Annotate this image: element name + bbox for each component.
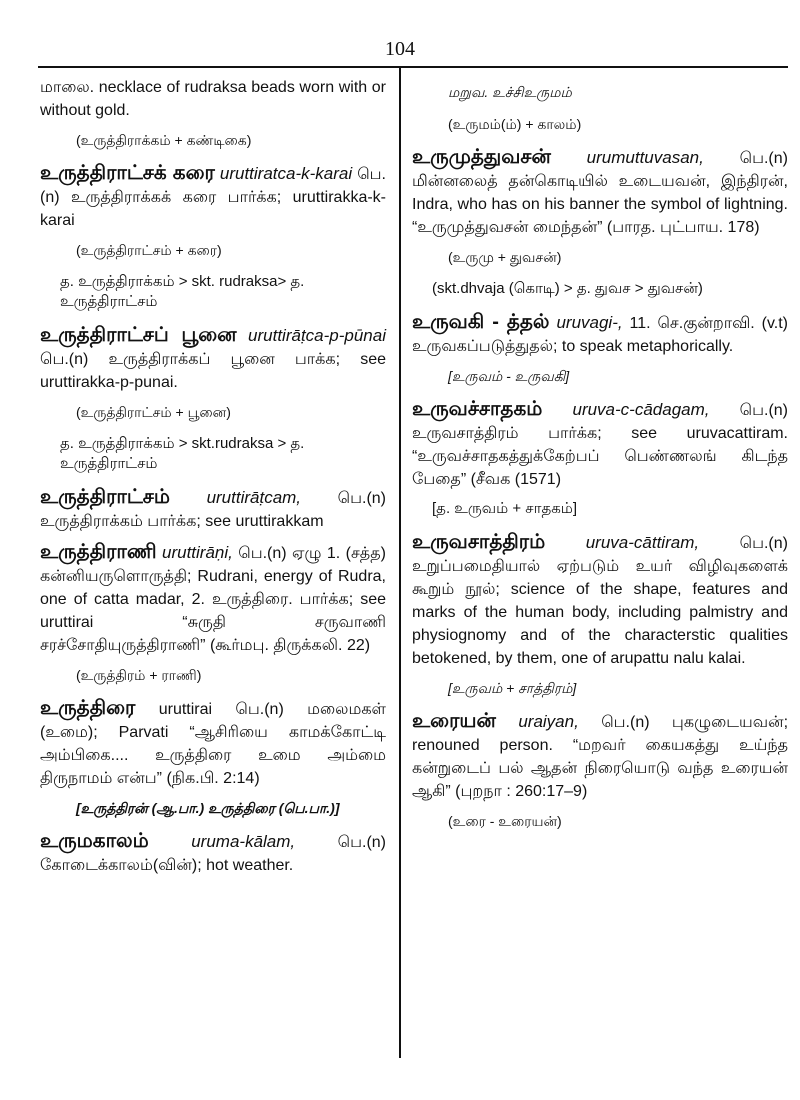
etymology-note: [உருவம் - உருவகி] — [448, 368, 570, 384]
transliteration: uruttiratca-k-karai — [219, 164, 353, 183]
entry-urumuttuvasan — [412, 146, 788, 239]
entry-uruva-cattiram — [412, 531, 788, 670]
transliteration: uraiyan, — [518, 712, 579, 731]
definition: பெ.(n) உருத்திராக்கப் பூனை பாக்க; see uruttirakka-p-punai. — [40, 351, 386, 391]
left-column — [40, 76, 386, 885]
entry-continuation — [40, 76, 386, 122]
transliteration: uruma-kālam, — [191, 832, 296, 851]
transliteration: uruvagi-, — [556, 313, 623, 332]
etymology-note: [உருவம் + சாத்திரம்] — [448, 680, 577, 696]
transliteration: uruva-c-cādagam, — [572, 400, 710, 419]
entry-uruttirani — [40, 541, 386, 657]
entry-uruttiratca-k-karai — [40, 162, 386, 232]
entry-uruva-c-cadagam — [412, 398, 788, 491]
page-number: 104 — [385, 38, 415, 60]
entry-uruttirai — [40, 697, 386, 790]
headword: உருவசாத்திரம் — [412, 531, 546, 553]
etymology-note: (உரை - உரையன்) — [448, 813, 562, 829]
headword: உருவச்சாதகம் — [412, 398, 543, 420]
definition: பெ.(n) புகழுடையவன்; renouned person. “மறவர் கையகத்து உய்ந்த கன்றுடைப் பல் ஆதன் நிரையொடு வந்த உரையன் ஆகி” (புறநா : 260:17–9) — [412, 714, 789, 800]
derivation-note: த. உருத்திராக்கம் > skt.rudraksa > த. உருத்திராட்சம் — [60, 435, 305, 472]
definition: பெ.(n) ஏழு 1. (சத்த) கன்னியருளொருத்தி; Rudrani, energy of Rudra, one of catta madar, 2. உருத்திரை. பார்க்க; see uruttirai “சுருதி சருவாணி சரச்சோதியுருத்திராணி” (கூர்மபு. திருக்கலி. 22) — [40, 545, 386, 654]
definition: பெ.(n) உருத்திராக்கக் கரை பார்க்க; uruttirakka-k-karai — [40, 166, 386, 229]
etymology-note: (உருத்திரம் + ராணி) — [76, 667, 202, 683]
entry-uruttiratca-p-punai — [40, 324, 386, 394]
etymology-note: (உருமு + துவசன்) — [448, 249, 562, 265]
etymology-note: (உருத்திராட்சம் + கரை) — [76, 242, 222, 258]
derivation-note: (skt.dhvaja (கொடி) > த. துவச > துவசன்) — [432, 280, 703, 297]
headword: உருத்திராட்சக் கரை — [40, 162, 215, 184]
headword: உரையன் — [412, 710, 496, 732]
transliteration: uruttirāṇi, — [162, 543, 233, 562]
transliteration: uruttirāṭca-p-pūnai — [248, 326, 386, 345]
headword: உருத்திரை — [40, 697, 136, 719]
synonym-note: மறுவ. உச்சிஉருமம் — [448, 84, 572, 100]
definition: பெ.(n) உறுப்பமைதியால் ஏற்படும் உயர் விழிவுகளைக் கூறும் நூல்; science of the shape, features and marks of the human body, including palmistry and physiognomy and of the characterstic qualities betokened, by them, one of arupattu nalu kalai. — [412, 535, 788, 667]
headword: உருமுத்துவசன் — [412, 146, 551, 168]
definition: 11. செ.குன்றாவி. (v.t) உருவகப்படுத்துதல்; to speak metaphorically. — [412, 315, 789, 355]
headword: உருத்திராட்சப் பூனை — [40, 324, 237, 346]
entry-uraiyan — [412, 710, 788, 803]
etymology-note: (உருமம்(ம்) + காலம்) — [448, 116, 582, 132]
headword: உருவகி - த்தல் — [412, 311, 550, 333]
definition: பெ.(n) மின்னலைத் தன்கொடியில் உடையவன், இந்திரன், Indra, who has on his banner the symbol of lightning. “உருமுத்துவசன் மைந்தன்” (பாரத. புட்பாய. 178) — [412, 150, 788, 236]
headword: உருத்திராணி — [40, 541, 157, 563]
etymology-note: [உருத்திரன் (ஆ.பா.) உருத்திரை (பெ.பா.)] — [76, 800, 340, 816]
right-column — [412, 76, 788, 843]
etymology-note: (உருத்திராட்சம் + பூனை) — [76, 404, 231, 420]
header-rule — [38, 66, 788, 68]
definition: பெ.(n) உருவசாத்திரம் பார்க்க; see uruvacattiram. “உருவச்சாதகத்துக்கேற்பப் பெண்ணலங் கிடந்த பேதை” (சீவக (1571) — [412, 402, 788, 488]
definition: பெ.(n) கோடைக்காலம்(வின்); hot weather. — [40, 834, 386, 874]
transliteration: uruttirāṭcam, — [206, 488, 302, 507]
transliteration: uruva-cāttiram, — [585, 533, 700, 552]
etymology-note: (உருத்திராக்கம் + கண்டிகை) — [76, 132, 252, 148]
column-divider — [399, 68, 401, 1058]
entry-uruma-kalam — [40, 830, 386, 877]
definition: பெ.(n) உருத்திராக்கம் பார்க்க; see uruttirakkam — [40, 490, 386, 530]
derivation-note: த. உருத்திராக்கம் > skt. rudraksa> த. உருத்திராட்சம் — [60, 273, 305, 310]
etymology-note: [த. உருவம் + சாதகம்] — [432, 500, 578, 517]
entry-uruvagi-ttal — [412, 311, 788, 358]
definition: uruttirai பெ.(n) மலைமகள் (உமை); Parvati “ஆசிரியை காமக்கோட்டி அம்பிகை.... உருத்திரை உமை அம்மை திருநாமம் என்ப” (நிக.பி. 2:14) — [40, 701, 386, 787]
headword: உருமகாலம் — [40, 830, 149, 852]
headword: உருத்திராட்சம் — [40, 486, 170, 508]
entry-uruttiratcam — [40, 486, 386, 533]
entry-text: மாலை. necklace of rudraksa beads worn with or without gold. — [40, 79, 386, 119]
transliteration: urumuttuvasan, — [586, 148, 704, 167]
